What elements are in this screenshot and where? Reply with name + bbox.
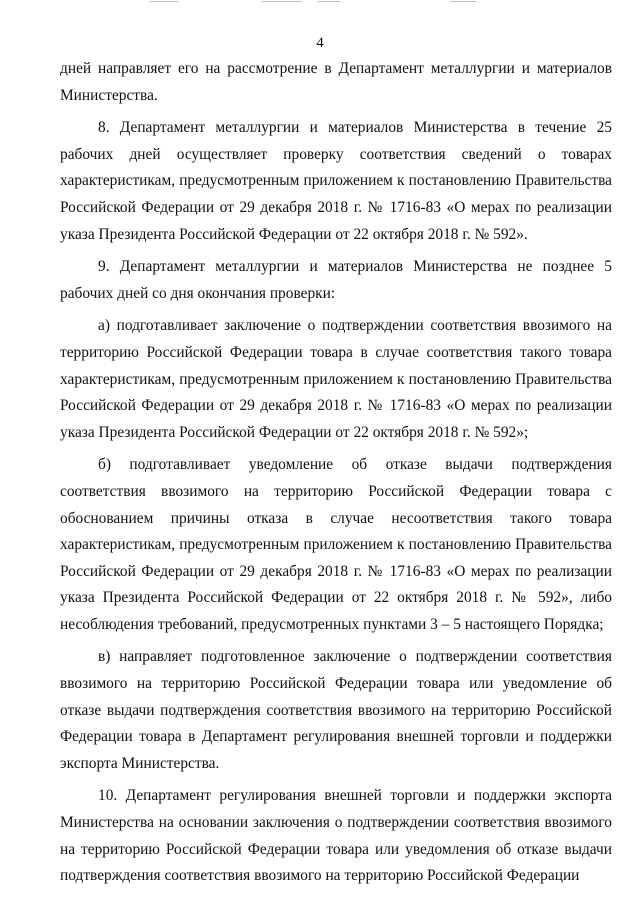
paragraph-continuation: дней направляет его на рассмотрение в Департамент металлургии и материалов Министерства. (60, 60, 612, 104)
page-number: 4 (316, 35, 324, 51)
paragraph-item-9: 9. Департамент металлургии и материалов Министерства не позднее 5 рабочих дней со дня окончания проверки: (60, 258, 612, 302)
paragraph-subitem-a: а) подготавливает заключение о подтверждении соответствия ввозимого на территорию Российской Федерации товара в случае соответствия такого товара характеристикам, предусмотренным приложением к постановлению Правительства Российской Федерации от 29 декабря 2018 г. № 1716-83 «О мерах по реализации указа Президента Российской Федерации от 22 октября 2018 г. № 592»; (60, 317, 612, 441)
paragraph-subitem-b: б) подготавливает уведомление об отказе выдачи подтверждения соответствия ввозимого на территорию Российской Федерации товара с обоснованием причины отказа в случае несоответствия такого товара характеристикам, предусмотренным приложением к постановлению Правительства Российской Федерации от 29 декабря 2018 г. № 1716-83 «О мерах по реализации указа Президента Российской Федерации от 22 октября 2018 г. № 592», либо несоблюдения требований, предусмотренных пунктами 3 – 5 настоящего Порядка; (60, 456, 612, 633)
document-body (60, 56, 612, 890)
paragraph-item-10: 10. Департамент регулирования внешней торговли и поддержки экспорта Министерства на основании заключения о подтверждении соответствия ввозимого на территорию Российской Федерации товара или уведомления об отказе выдачи подтверждения соответствия ввозимого на территорию Российской Федерации (60, 787, 612, 885)
scan-artifact-top (0, 0, 640, 6)
paragraph-item-8: 8. Департамент металлургии и материалов Министерства в течение 25 рабочих дней осуществляет проверку соответствия сведений о товарах характеристикам, предусмотренным приложением к постановлению Правительства Российской Федерации от 29 декабря 2018 г. № 1716-83 «О мерах по реализации указа Президента Российской Федерации от 22 октября 2018 г. № 592». (60, 119, 612, 243)
paragraph-subitem-v: в) направляет подготовленное заключение о подтверждении соответствия ввозимого на территорию Российской Федерации товара или уведомление об отказе выдачи подтверждения соответствия ввозимого на территорию Российской Федерации товара в Департамент регулирования внешней торговли и поддержки экспорта Министерства. (60, 648, 612, 772)
